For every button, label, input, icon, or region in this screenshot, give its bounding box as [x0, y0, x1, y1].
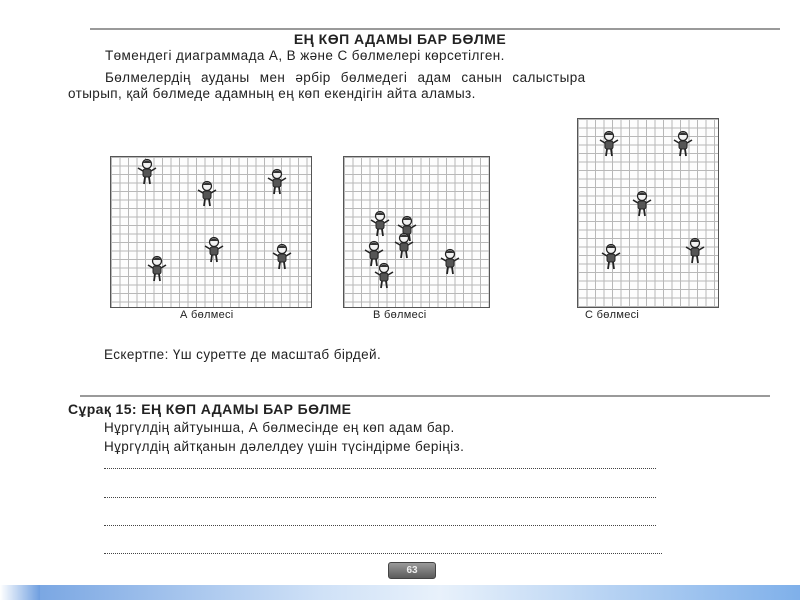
page-number-badge: 63 — [388, 562, 436, 579]
room-b-label: В бөлмесі — [373, 309, 427, 321]
person-icon — [392, 232, 416, 260]
person-icon — [195, 180, 219, 208]
person-icon — [438, 248, 462, 276]
answer-line-4[interactable] — [104, 553, 662, 554]
person-icon — [599, 243, 623, 271]
person-icon — [145, 255, 169, 283]
room-c-label: С бөлмесі — [585, 309, 640, 321]
instruction-text-line2: отырып, қай бөлмеде адамның ең көп екендігін айта аламыз. — [68, 86, 476, 101]
person-icon — [265, 168, 289, 196]
page-heading: ЕҢ КӨП АДАМЫ БАР БӨЛМЕ — [293, 31, 507, 47]
question-title: Сұрақ 15: ЕҢ КӨП АДАМЫ БАР БӨЛМЕ — [68, 401, 352, 417]
question-prompt: Нұргүлдің айтқанын дәлелдеу үшін түсіндірме беріңіз. — [104, 439, 465, 454]
person-icon — [683, 237, 707, 265]
question-divider — [80, 395, 770, 397]
person-icon — [671, 130, 695, 158]
person-icon — [368, 210, 392, 238]
person-icon — [202, 236, 226, 264]
instruction-text-line1: Бөлмелердің ауданы мен әрбір бөлмедегі адам санын салыстыра — [105, 70, 586, 85]
presentation-footer-bar — [0, 585, 800, 600]
question-statement: Нұргүлдің айтуынша, А бөлмесінде ең көп адам бар. — [104, 420, 455, 435]
answer-line-3[interactable] — [104, 525, 656, 526]
footer-corner — [0, 585, 40, 600]
person-icon — [135, 158, 159, 186]
answer-line-1[interactable] — [104, 468, 656, 469]
person-icon — [372, 262, 396, 290]
person-icon — [270, 243, 294, 271]
answer-line-2[interactable] — [104, 497, 656, 498]
person-icon — [597, 130, 621, 158]
intro-text: Төмендегі диаграммада А, В және С бөлмелері көрсетілген. — [105, 48, 505, 63]
person-icon — [630, 190, 654, 218]
room-a-label: А бөлмесі — [180, 309, 234, 321]
scale-note: Ескертпе: Үш суретте де масштаб бірдей. — [104, 347, 382, 362]
top-divider — [90, 28, 780, 30]
